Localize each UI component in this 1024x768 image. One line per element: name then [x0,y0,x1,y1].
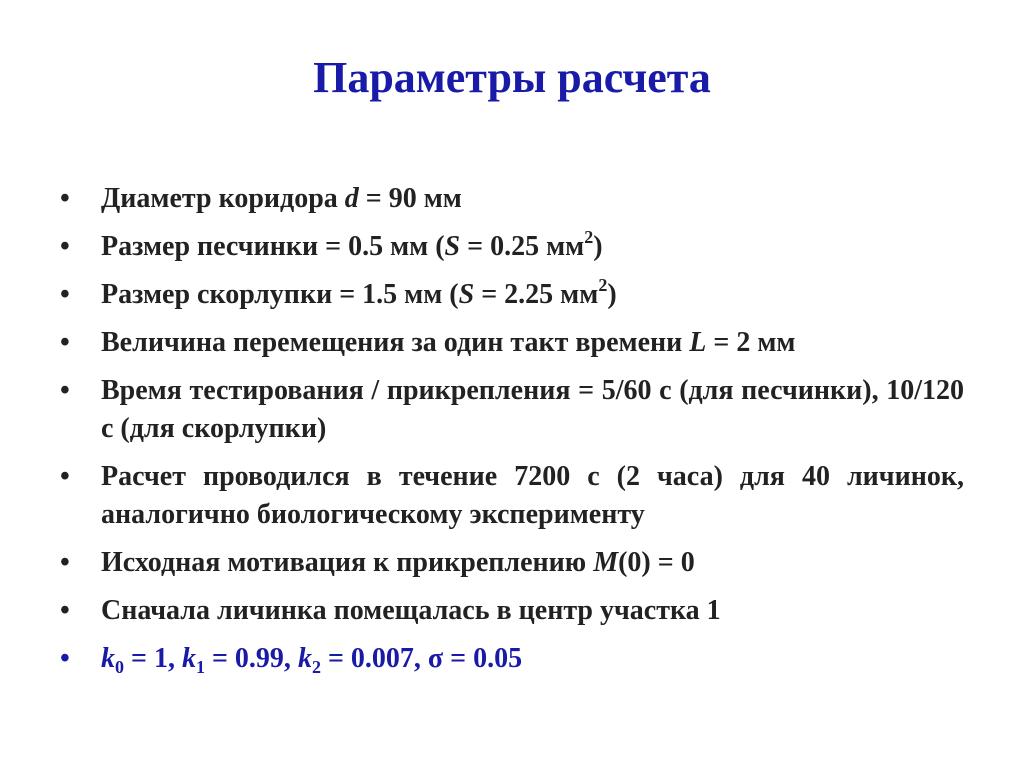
bullet-icon: • [60,547,70,578]
item-text: Размер скорлупки = 1.5 мм ( [101,279,459,310]
item-text: Исходная мотивация к прикреплению [101,547,594,578]
item-variable: d [344,183,359,214]
item-variable: k [297,643,312,674]
item-text: ) [593,231,603,262]
item-superscript: 2 [584,227,594,247]
bullet-icon: • [60,183,70,214]
bullet-list [60,180,964,688]
item-variable: M [593,547,619,578]
item-text: Величина перемещения за один такт времени [101,327,690,358]
item-text: = 0.99, [204,643,298,674]
item-variable: S [458,279,475,310]
list-item [60,544,964,582]
bullet-icon: • [60,643,70,674]
item-text: Время тестирования / прикрепления = 5/60 с (для песчинки), 10/120 с (для скорлупки) [101,375,964,444]
bullet-icon: • [60,595,70,626]
list-item [60,592,964,630]
item-text: Размер песчинки = 0.5 мм ( [101,231,445,262]
item-text: = 0.25 мм [460,231,585,262]
item-text: Диаметр коридора [101,183,345,214]
item-text: = 90 мм [358,183,462,214]
list-item [60,372,964,448]
item-variable: S [444,231,461,262]
item-text: = 2 мм [706,327,796,358]
item-subscript: 2 [311,657,321,677]
bullet-icon: • [60,461,70,492]
item-text: (0) = 0 [618,547,695,578]
bullet-icon: • [60,231,70,262]
item-superscript: 2 [598,275,608,295]
item-variable: k [181,643,196,674]
item-subscript: 1 [195,657,205,677]
item-text: = 0.007, σ = 0.05 [320,643,523,674]
slide-title: Параметры расчета [313,53,711,102]
item-subscript: 0 [115,657,124,677]
list-item [60,324,964,362]
item-text: = 1, [124,643,182,674]
item-text: Расчет проводился в течение 7200 с (2 часа) для 40 личинок, аналогично биологическому эксперименту [101,461,964,530]
bullet-icon: • [60,375,70,406]
item-text: ) [607,279,617,310]
item-text: = 2.25 мм [474,279,599,310]
list-item [60,276,964,314]
bullet-icon: • [60,327,70,358]
item-text: Сначала личинка помещалась в центр участка 1 [101,595,721,626]
list-item-parameters [60,640,964,678]
list-item [60,228,964,266]
list-item [60,180,964,218]
bullet-icon: • [60,279,70,310]
item-variable: L [689,327,707,358]
item-variable: k [101,643,115,674]
list-item [60,458,964,534]
